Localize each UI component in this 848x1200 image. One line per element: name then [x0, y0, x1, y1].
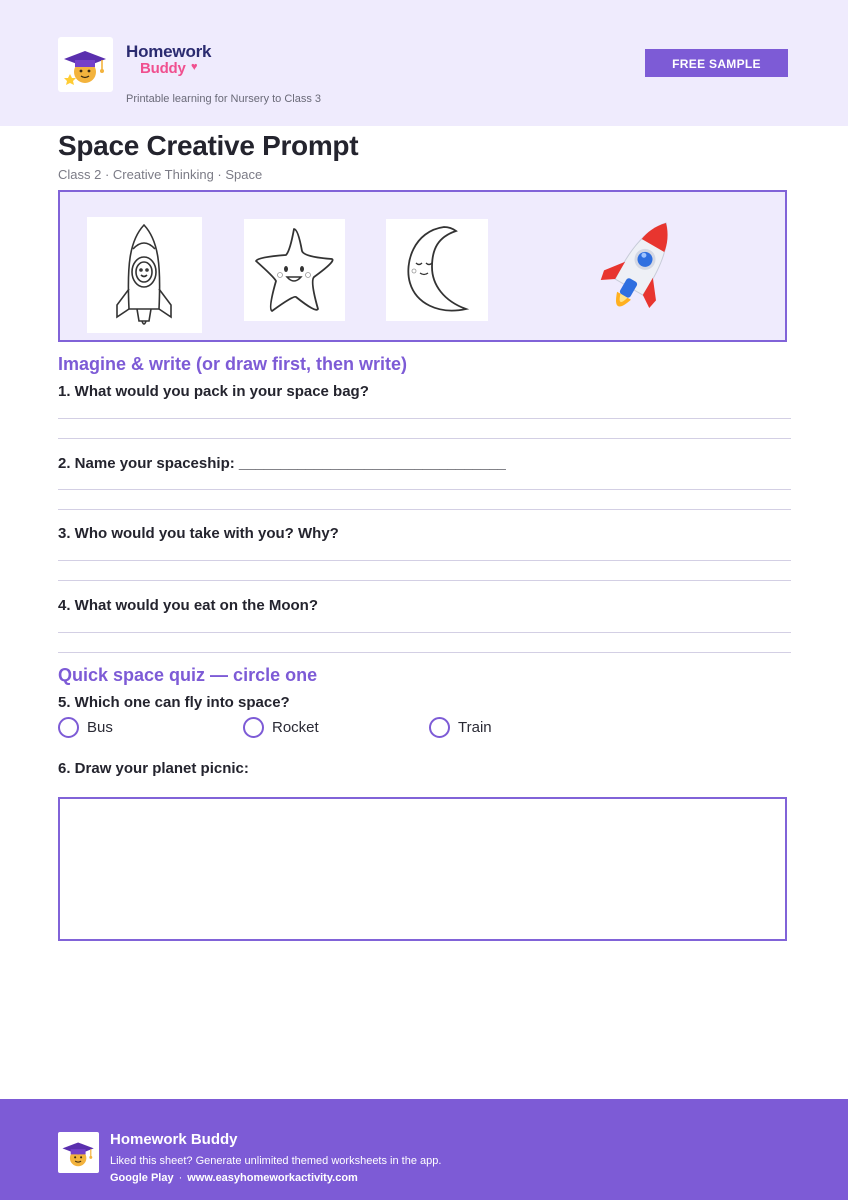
- moon-outline-picture: [386, 219, 488, 321]
- footer: [0, 1099, 848, 1200]
- footer-title: Homework Buddy: [110, 1131, 238, 1148]
- writing-line[interactable]: [58, 509, 791, 510]
- page-subtitle: Class 2 · Creative Thinking · Space: [58, 167, 263, 182]
- page-title: Space Creative Prompt: [58, 130, 359, 161]
- footer-links: [110, 1172, 358, 1184]
- star-outline-picture: [244, 219, 345, 321]
- writing-line[interactable]: [58, 580, 791, 581]
- rocket-outline-picture: [87, 217, 202, 333]
- option-label: Train: [458, 719, 492, 736]
- writing-line[interactable]: [58, 418, 791, 419]
- separator: ·: [178, 1172, 183, 1184]
- image-gallery: [58, 190, 787, 342]
- radio-circle-icon[interactable]: [429, 717, 450, 738]
- free-sample-badge: FREE SAMPLE: [645, 49, 788, 77]
- option-label: Rocket: [272, 719, 319, 736]
- writing-line[interactable]: [58, 632, 791, 633]
- rocket-outline-icon: [87, 217, 202, 333]
- footer-logo: [58, 1132, 99, 1173]
- writing-line[interactable]: [58, 652, 791, 653]
- brand-name-line2: Buddy: [140, 60, 186, 77]
- rocket-color-icon: [590, 212, 690, 324]
- header-banner: [0, 0, 848, 126]
- section-heading-quiz: Quick space quiz — circle one: [58, 665, 318, 685]
- question-4: 4. What would you eat on the Moon?: [58, 597, 318, 614]
- logo: [58, 37, 113, 92]
- website-link[interactable]: www.easyhomeworkactivity.com: [187, 1172, 358, 1184]
- radio-circle-icon[interactable]: [243, 717, 264, 738]
- graduation-cap-icon: [62, 41, 109, 88]
- question-6: 6. Draw your planet picnic:: [58, 760, 249, 777]
- question-3: 3. Who would you take with you? Why?: [58, 525, 339, 542]
- footer-text: Liked this sheet? Generate unlimited themed worksheets in the app.: [110, 1155, 442, 1167]
- graduation-cap-icon: [61, 1135, 96, 1170]
- writing-line[interactable]: [58, 560, 791, 561]
- tagline: Printable learning for Nursery to Class 3: [126, 93, 322, 105]
- question-5: 5. Which one can fly into space?: [58, 694, 290, 711]
- writing-line[interactable]: [58, 489, 791, 490]
- google-play-link[interactable]: Google Play: [110, 1172, 174, 1184]
- option-label: Bus: [87, 719, 113, 736]
- radio-circle-icon[interactable]: [58, 717, 79, 738]
- writing-line[interactable]: [58, 438, 791, 439]
- brand-name-line1: Homework: [126, 42, 212, 61]
- question-1: 1. What would you pack in your space bag?: [58, 383, 369, 400]
- rocket-color-picture: [590, 212, 690, 324]
- drawing-area[interactable]: [58, 797, 787, 941]
- question-2: 2. Name your spaceship: ________________________________: [58, 455, 506, 472]
- star-outline-icon: [244, 219, 345, 321]
- moon-outline-icon: [386, 219, 488, 321]
- heart-icon: ♥: [191, 61, 198, 73]
- section-heading-imagine: Imagine & write (or draw first, then write): [58, 354, 408, 374]
